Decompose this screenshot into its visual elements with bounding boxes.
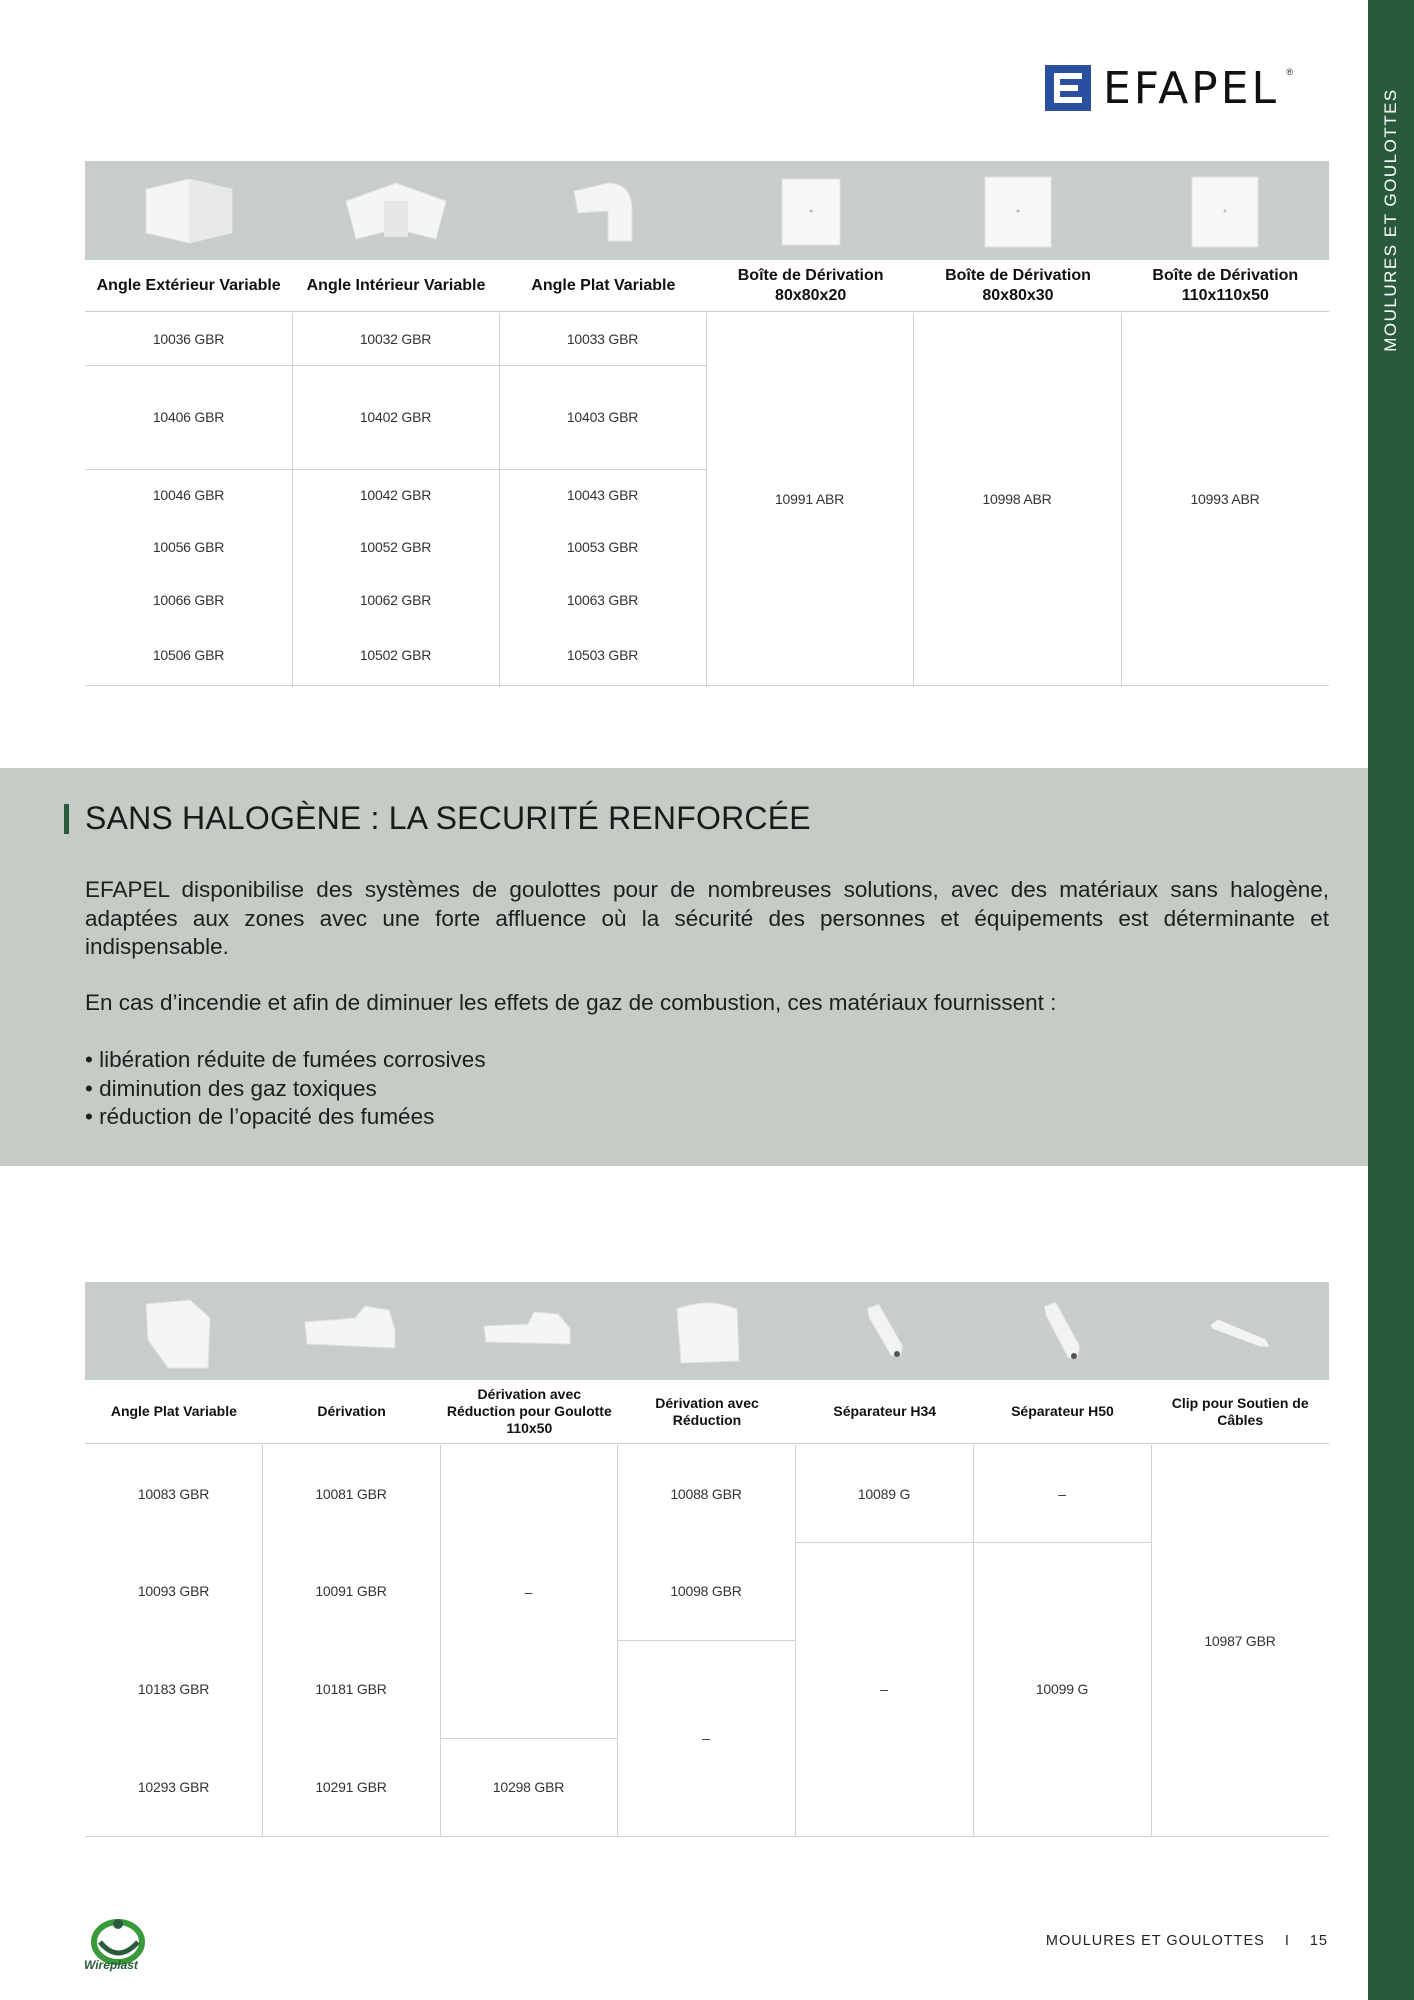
header-boite-110x110x50: Boîte de Dérivation 110x110x50 xyxy=(1152,266,1299,304)
table-cell: 10053 GBR xyxy=(566,539,639,555)
product-image-angle-interieur xyxy=(292,161,499,260)
table-cell: 10291 GBR xyxy=(315,1779,387,1795)
table-cell: 10093 GBR xyxy=(137,1583,210,1599)
product-image-angle-plat xyxy=(500,161,707,260)
table-cell: 10503 GBR xyxy=(566,647,639,663)
logo-text: EFAPEL xyxy=(1103,62,1280,114)
junction-box-icon xyxy=(766,171,856,251)
header-boite-80x80x20: Boîte de Dérivation 80x80x20 xyxy=(737,266,884,304)
table-cell: 10042 GBR xyxy=(359,487,432,503)
bullet-list xyxy=(85,1046,486,1132)
table-header-row xyxy=(85,1380,1329,1444)
table-cell: 10181 GBR xyxy=(315,1681,387,1697)
tee-reduction-icon xyxy=(474,1296,584,1366)
table-cell: 10406 GBR xyxy=(152,409,225,425)
product-image-angle-plat xyxy=(85,1282,263,1380)
angle-exterior-icon xyxy=(134,171,244,251)
table-cell: 10293 GBR xyxy=(137,1779,210,1795)
section-accent-bar xyxy=(64,804,69,834)
header-angle-plat: Angle Plat Variable xyxy=(531,276,676,294)
tee-reduction-icon xyxy=(657,1291,757,1371)
table-cell: – xyxy=(524,1583,533,1600)
footer-separator: I xyxy=(1284,1933,1290,1949)
table-cell: 10062 GBR xyxy=(359,592,432,608)
table-cell: 10056 GBR xyxy=(152,539,225,555)
table-cell: 10088 GBR xyxy=(670,1485,742,1502)
grid-line xyxy=(85,1836,1329,1837)
table-cell: 10402 GBR xyxy=(359,409,432,425)
product-image-derivation-reduction-110x50 xyxy=(440,1282,618,1380)
header-angle-exterieur: Angle Extérieur Variable xyxy=(96,276,281,294)
side-label: MOULURES ET GOULOTTES xyxy=(1381,88,1400,352)
footer-section-label: MOULURES ET GOULOTTES xyxy=(1045,1933,1265,1949)
header-derivation-reduction: Dérivation avec Réduction xyxy=(655,1394,759,1428)
product-image-separateur-h50 xyxy=(974,1282,1152,1380)
table-header-row xyxy=(85,260,1329,312)
section-title: SANS HALOGÈNE : LA SECURITÉ RENFORCÉE xyxy=(85,800,811,836)
table-cell: – xyxy=(1058,1485,1066,1502)
header-derivation: Dérivation xyxy=(317,1403,386,1419)
table-cell: 10183 GBR xyxy=(137,1681,210,1697)
grid-line xyxy=(85,685,1329,686)
table-cell: 10089 G xyxy=(857,1485,911,1502)
header-angle-plat: Angle Plat Variable xyxy=(110,1403,237,1419)
angle-flat-icon xyxy=(124,1288,224,1374)
angle-interior-icon xyxy=(336,171,456,251)
header-separateur-h34: Séparateur H34 xyxy=(833,1403,937,1419)
table-cell: – xyxy=(702,1730,710,1746)
product-image-boite-80x80x20 xyxy=(707,161,914,260)
table-cell: 10063 GBR xyxy=(566,592,639,608)
table-cell: 10298 GBR xyxy=(492,1779,565,1795)
header-angle-interieur: Angle Intérieur Variable xyxy=(306,276,486,294)
table-cell: 10091 GBR xyxy=(315,1583,387,1599)
cable-clip-icon xyxy=(1200,1301,1280,1361)
separator-icon xyxy=(845,1296,925,1366)
junction-box-icon xyxy=(973,171,1063,251)
table-cell: 10987 GBR xyxy=(1204,1632,1276,1649)
registered-mark: ® xyxy=(1286,66,1294,77)
table-cell: 10052 GBR xyxy=(359,539,432,555)
table-cell: – xyxy=(880,1681,888,1697)
product-table-1 xyxy=(85,161,1329,687)
list-item: • diminution des gaz toxiques xyxy=(85,1075,377,1101)
list-item: • réduction de l’opacité des fumées xyxy=(85,1104,435,1129)
table-cell: 10043 GBR xyxy=(566,487,639,503)
product-image-boite-110x110x50 xyxy=(1122,161,1329,260)
table-cell: 10098 GBR xyxy=(670,1583,742,1599)
header-derivation-reduction-110x50: Dérivation avec Réduction pour Goulotte 110x50 xyxy=(446,1386,612,1436)
table-cell: 10991 ABR xyxy=(774,491,845,507)
product-image-clip-soutien xyxy=(1151,1282,1329,1380)
product-image-strip xyxy=(85,1282,1329,1380)
table-cell: 10033 GBR xyxy=(566,331,639,347)
header-boite-80x80x30: Boîte de Dérivation 80x80x30 xyxy=(945,266,1091,304)
table-cell: 10032 GBR xyxy=(359,331,432,347)
product-image-derivation xyxy=(263,1282,441,1380)
separator-icon xyxy=(1022,1296,1102,1366)
angle-flat-icon xyxy=(558,171,648,251)
tee-derivation-icon xyxy=(297,1296,407,1366)
table-cell: 10998 ABR xyxy=(982,491,1052,507)
halogen-section xyxy=(0,768,1368,1166)
efapel-logo-mark-icon xyxy=(1045,65,1091,111)
header-clip-soutien: Clip pour Soutien de Câbles xyxy=(1171,1394,1309,1428)
product-image-angle-exterieur xyxy=(85,161,292,260)
section-paragraph: En cas d’incendie et afin de diminuer les effets de gaz de combustion, ces matériaux fournissent : xyxy=(85,990,1057,1015)
table-cell: 10036 GBR xyxy=(152,331,225,347)
list-item: • libération réduite de fumées corrosives xyxy=(85,1047,486,1072)
table-cell: 10403 GBR xyxy=(566,409,639,425)
page-footer xyxy=(1046,1933,1328,1949)
table-cell: 10081 GBR xyxy=(315,1485,387,1502)
junction-box-icon xyxy=(1180,171,1270,251)
section-paragraph: EFAPEL disponibilise des systèmes de goulottes pour de nombreuses solutions, avec des matériaux sans halogène, adaptées aux zones avec une forte affluence où la sécurité des personnes et équipements est déterminante et indispensable. xyxy=(85,877,1329,959)
header-separateur-h50: Séparateur H50 xyxy=(1011,1403,1114,1419)
table-cell: 10066 GBR xyxy=(152,592,225,608)
product-image-derivation-reduction xyxy=(618,1282,796,1380)
table-cell: 10502 GBR xyxy=(359,647,432,663)
table-cell: 10046 GBR xyxy=(152,487,225,503)
table-cell: 10506 GBR xyxy=(152,647,225,663)
table-cell: 10993 ABR xyxy=(1190,491,1260,507)
product-image-boite-80x80x30 xyxy=(914,161,1121,260)
product-table-2 xyxy=(85,1282,1329,1838)
table-cell: 10099 G xyxy=(1035,1681,1089,1697)
product-image-strip xyxy=(85,161,1329,260)
efapel-logo xyxy=(1045,62,1294,114)
partner-logo-text: Wireplast xyxy=(84,1958,138,1972)
product-image-separateur-h34 xyxy=(796,1282,974,1380)
page-number: 15 xyxy=(1309,1933,1328,1949)
table-cell: 10083 GBR xyxy=(137,1485,210,1502)
